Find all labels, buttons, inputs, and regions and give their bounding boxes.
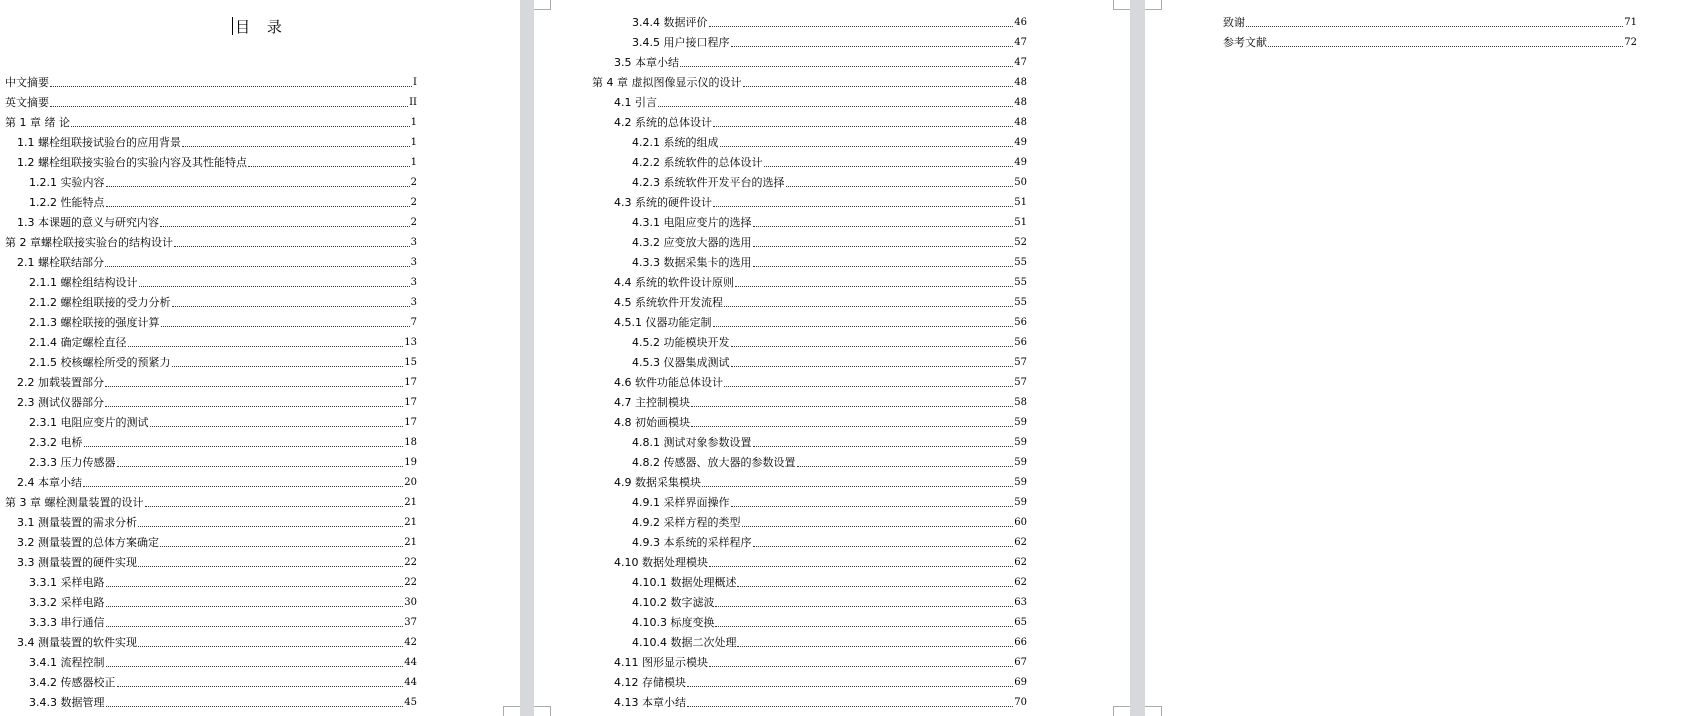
toc-entry-label: 2.3 测试仪器部分	[17, 396, 104, 409]
dot-leader	[160, 226, 410, 227]
toc-entry[interactable]	[614, 50, 1027, 70]
toc-entry[interactable]	[17, 510, 417, 530]
dot-leader	[742, 526, 1014, 527]
toc-entry-label: 2.1.5 校核螺栓所受的预紧力	[29, 356, 171, 369]
toc-entry-label: 1.3 本课题的意义与研究内容	[17, 216, 159, 229]
toc-entry-page-number: 52	[1014, 237, 1027, 248]
toc-entry-page-number: 3	[410, 297, 417, 308]
toc-entry-label: 3.3.3 串行通信	[29, 616, 105, 629]
toc-entry-page-number: 20	[404, 477, 417, 488]
toc-entry-label: 英文摘要	[5, 96, 49, 109]
toc-entry-page-number: 62	[1014, 557, 1027, 568]
toc-entry[interactable]	[614, 110, 1027, 130]
dot-leader	[658, 106, 1013, 107]
toc-entry-label: 3.4.2 传感器校正	[29, 676, 116, 689]
toc-entry[interactable]	[29, 610, 417, 630]
toc-entry[interactable]	[29, 410, 417, 430]
toc-entry-label: 第 4 章 虚拟图像显示仪的设计	[592, 76, 742, 89]
toc-entry-page-number: 59	[1014, 497, 1027, 508]
toc-entry[interactable]	[632, 490, 1027, 510]
dot-leader	[680, 66, 1013, 67]
toc-entry-page-number: 2	[410, 197, 417, 208]
dot-leader	[731, 46, 1014, 47]
dot-leader	[145, 506, 404, 507]
toc-entry-page-number: 21	[404, 497, 417, 508]
toc-entry-page-number: 62	[1014, 537, 1027, 548]
toc-entry-page-number: 1	[410, 157, 417, 168]
toc-entry[interactable]	[29, 670, 417, 690]
toc-entry[interactable]	[632, 350, 1027, 370]
toc-entry-page-number: 42	[404, 637, 417, 648]
toc-entry-page-number: 44	[404, 657, 417, 668]
toc-entry-label: 1.2.1 实验内容	[29, 176, 105, 189]
toc-entry-page-number: 17	[404, 417, 417, 428]
crop-mark-bottom-left	[1145, 706, 1162, 716]
toc-entry[interactable]	[632, 170, 1027, 190]
toc-entry[interactable]	[614, 550, 1027, 570]
toc-entry[interactable]	[632, 570, 1027, 590]
toc-entry-page-number: 1	[410, 137, 417, 148]
dot-leader	[106, 206, 410, 207]
toc-entry-page-number: 7	[410, 317, 417, 328]
toc-entry-label: 4.6 软件功能总体设计	[614, 376, 723, 389]
toc-entry-label: 3.1 测量装置的需求分析	[17, 516, 137, 529]
dot-leader	[106, 586, 404, 587]
dot-leader	[161, 326, 410, 327]
toc-entry-page-number: 22	[404, 577, 417, 588]
dot-leader	[1268, 46, 1623, 47]
toc-entry[interactable]	[632, 450, 1027, 470]
dot-leader	[105, 386, 403, 387]
toc-entry[interactable]	[614, 370, 1027, 390]
toc-entry[interactable]	[1223, 30, 1637, 50]
dot-leader	[106, 666, 404, 667]
toc-entry-label: 4.2.2 系统软件的总体设计	[632, 156, 763, 169]
crop-mark-top-right	[1113, 0, 1130, 10]
toc-entry-page-number: 56	[1014, 317, 1027, 328]
toc-entry[interactable]	[1223, 10, 1637, 30]
toc-entry[interactable]	[632, 510, 1027, 530]
toc-entry[interactable]	[632, 430, 1027, 450]
toc-entry-label: 4.2 系统的总体设计	[614, 116, 712, 129]
toc-entry-label: 4.2.3 系统软件开发平台的选择	[632, 176, 785, 189]
toc-entry-page-number: 51	[1014, 197, 1027, 208]
toc-entry-label: 4.7 主控制模块	[614, 396, 690, 409]
crop-mark-bottom-left	[534, 706, 551, 716]
toc-entry-page-number: 66	[1014, 637, 1027, 648]
toc-entry-page-number: 69	[1014, 677, 1027, 688]
toc-entry[interactable]	[5, 90, 417, 110]
dot-leader	[691, 406, 1013, 407]
toc-entry-label: 1.2.2 性能特点	[29, 196, 105, 209]
toc-entry[interactable]	[17, 390, 417, 410]
toc-entry[interactable]	[5, 110, 417, 130]
toc-entry[interactable]	[614, 690, 1027, 710]
toc-entry-label: 4.13 本章小结	[614, 696, 686, 709]
toc-entry-page-number: 3	[410, 237, 417, 248]
toc-entry[interactable]	[614, 190, 1027, 210]
dot-leader	[106, 626, 404, 627]
toc-entry[interactable]	[614, 270, 1027, 290]
toc-entry-page-number: 48	[1014, 77, 1027, 88]
toc-entry[interactable]	[632, 30, 1027, 50]
dot-leader	[138, 526, 403, 527]
toc-entry[interactable]	[614, 310, 1027, 330]
toc-entry-page-number: 59	[1014, 437, 1027, 448]
toc-entry-page-number: 55	[1014, 257, 1027, 268]
toc-entry-page-number: 70	[1014, 697, 1027, 708]
toc-entry-label: 第 1 章 绪 论	[5, 116, 70, 129]
crop-mark-top-left	[1145, 0, 1162, 10]
toc-entry-label: 4.3.3 数据采集卡的选用	[632, 256, 752, 269]
toc-entry[interactable]	[29, 430, 417, 450]
dot-leader	[764, 166, 1014, 167]
dot-leader	[709, 566, 1013, 567]
dot-leader	[106, 606, 404, 607]
toc-entry[interactable]	[5, 490, 417, 510]
toc-entry[interactable]	[632, 590, 1027, 610]
dot-leader	[1246, 26, 1623, 27]
toc-entry-page-number: 21	[404, 537, 417, 548]
toc-entry-label: 3.4.4 数据评价	[632, 16, 708, 29]
toc-entry-label: 3.4.3 数据管理	[29, 696, 105, 709]
toc-entry[interactable]	[592, 70, 1027, 90]
dot-leader	[138, 646, 403, 647]
dot-leader	[715, 606, 1013, 607]
toc-entry[interactable]	[632, 610, 1027, 630]
dot-leader	[702, 486, 1013, 487]
toc-entry-label: 4.12 存储模块	[614, 676, 686, 689]
toc-entry-page-number: 19	[404, 457, 417, 468]
toc-entry-page-number: 51	[1014, 217, 1027, 228]
toc-entry[interactable]	[29, 330, 417, 350]
dot-leader	[117, 466, 404, 467]
toc-entry-label: 第 2 章螺栓联接实验台的结构设计	[5, 236, 173, 249]
toc-entry-page-number: 21	[404, 517, 417, 528]
toc-entry-label: 2.3.1 电阻应变片的测试	[29, 416, 149, 429]
dot-leader	[753, 226, 1014, 227]
toc-entry-page-number: 72	[1624, 37, 1637, 48]
toc-entry-page-number: 50	[1014, 177, 1027, 188]
toc-entry-page-number: 2	[410, 217, 417, 228]
toc-entry[interactable]	[632, 250, 1027, 270]
toc-entry[interactable]	[632, 230, 1027, 250]
text-cursor	[232, 17, 233, 35]
toc-entry-page-number: 59	[1014, 457, 1027, 468]
toc-entry-label: 第 3 章 螺栓测量装置的设计	[5, 496, 144, 509]
toc-entry-page-number: 30	[404, 597, 417, 608]
toc-entry[interactable]	[614, 390, 1027, 410]
dot-leader	[737, 646, 1013, 647]
dot-leader	[709, 666, 1013, 667]
toc-entry-label: 1.2 螺栓组联接实验台的实验内容及其性能特点	[17, 156, 247, 169]
dot-leader	[83, 486, 403, 487]
dot-leader	[105, 406, 403, 407]
crop-mark-top-left	[534, 0, 551, 10]
toc-entry[interactable]	[632, 330, 1027, 350]
toc-entry-label: 1.1 螺栓组联接试验台的应用背景	[17, 136, 181, 149]
toc-entry-label: 2.3.2 电桥	[29, 436, 83, 449]
toc-entry[interactable]	[614, 90, 1027, 110]
toc-entry-label: 2.1.4 确定螺栓直径	[29, 336, 127, 349]
toc-entry-label: 3.4.1 流程控制	[29, 656, 105, 669]
dot-leader	[753, 446, 1014, 447]
toc-entry[interactable]	[29, 450, 417, 470]
toc-entry-page-number: 13	[404, 337, 417, 348]
toc-entry-page-number: 2	[410, 177, 417, 188]
toc-entry-page-number: 55	[1014, 297, 1027, 308]
toc-entry-label: 2.3.3 压力传感器	[29, 456, 116, 469]
dot-leader	[724, 306, 1013, 307]
toc-entry-page-number: 47	[1014, 37, 1027, 48]
toc-entry[interactable]	[614, 470, 1027, 490]
toc-entry-label: 4.10.4 数据二次处理	[632, 636, 737, 649]
toc-entry[interactable]	[614, 410, 1027, 430]
toc-entry[interactable]	[29, 590, 417, 610]
toc-entry-label: 4.5.3 仪器集成测试	[632, 356, 730, 369]
toc-entry[interactable]	[17, 550, 417, 570]
dot-leader	[786, 186, 1014, 187]
toc-entry-label: 致谢	[1223, 16, 1245, 29]
toc-entry-label: 2.1.3 螺栓联接的强度计算	[29, 316, 160, 329]
toc-entry-page-number: 56	[1014, 337, 1027, 348]
toc-entry[interactable]	[5, 70, 417, 90]
dot-leader	[248, 166, 410, 167]
toc-entry-label: 4.9.2 采样方程的类型	[632, 516, 741, 529]
dot-leader	[172, 306, 410, 307]
toc-entry[interactable]	[17, 150, 417, 170]
dot-leader	[182, 146, 410, 147]
crop-mark-bottom-right	[503, 706, 520, 716]
toc-entry-label: 4.11 图形显示模块	[614, 656, 708, 669]
dot-leader	[687, 686, 1013, 687]
dot-leader	[753, 266, 1014, 267]
dot-leader	[713, 326, 1014, 327]
toc-entry[interactable]	[632, 530, 1027, 550]
toc-entry-page-number: 45	[404, 697, 417, 708]
toc-entry-page-number: 49	[1014, 137, 1027, 148]
document-page-3[interactable]	[1145, 0, 1683, 716]
toc-entry-page-number: 65	[1014, 617, 1027, 628]
toc-entry-page-number: 57	[1014, 377, 1027, 388]
toc-entry-page-number: 17	[404, 397, 417, 408]
toc-entry[interactable]	[17, 470, 417, 490]
dot-leader	[713, 126, 1013, 127]
toc-entry-page-number: 44	[404, 677, 417, 688]
crop-mark-bottom-right	[1113, 706, 1130, 716]
dot-leader	[724, 386, 1013, 387]
toc-entry-label: 3.3.1 采样电路	[29, 576, 105, 589]
toc-entry-label: 2.1.1 螺栓组结构设计	[29, 276, 138, 289]
dot-leader	[735, 286, 1013, 287]
toc-entry-page-number: 48	[1014, 97, 1027, 108]
toc-entry[interactable]	[29, 570, 417, 590]
toc-entry-label: 4.1 引言	[614, 96, 657, 109]
toc-entry-label: 2.4 本章小结	[17, 476, 82, 489]
dot-leader	[139, 286, 410, 287]
toc-entry-page-number: 58	[1014, 397, 1027, 408]
toc-entry-page-number: 59	[1014, 417, 1027, 428]
toc-entry-label: 3.3 测量装置的硬件实现	[17, 556, 137, 569]
toc-entry-label: 4.9.3 本系统的采样程序	[632, 536, 752, 549]
toc-entry-page-number: 62	[1014, 577, 1027, 588]
toc-entry[interactable]	[29, 650, 417, 670]
document-page-2[interactable]	[534, 0, 1130, 716]
toc-entry-page-number: 63	[1014, 597, 1027, 608]
dot-leader	[713, 206, 1013, 207]
toc-entry-label: 4.5 系统软件开发流程	[614, 296, 723, 309]
toc-entry-label: 4.3.1 电阻应变片的选择	[632, 216, 752, 229]
toc-entry[interactable]	[29, 270, 417, 290]
toc-entry-page-number: 67	[1014, 657, 1027, 668]
toc-entry-page-number: 3	[410, 257, 417, 268]
dot-leader	[743, 86, 1014, 87]
toc-entry-label: 4.8.1 测试对象参数设置	[632, 436, 752, 449]
toc-entry[interactable]	[5, 230, 417, 250]
dot-leader	[138, 566, 403, 567]
toc-entry[interactable]	[614, 670, 1027, 690]
toc-entry-page-number: II	[409, 97, 417, 108]
toc-entry[interactable]	[614, 290, 1027, 310]
toc-entry-label: 3.3.2 采样电路	[29, 596, 105, 609]
toc-entry-label: 3.4.5 用户接口程序	[632, 36, 730, 49]
toc-entry[interactable]	[29, 350, 417, 370]
dot-leader	[160, 546, 403, 547]
toc-entry-label: 参考文献	[1223, 36, 1267, 49]
toc-entry-page-number: 59	[1014, 477, 1027, 488]
toc-entry-page-number: 15	[404, 357, 417, 368]
dot-leader	[117, 686, 404, 687]
toc-entry-label: 4.8.2 传感器、放大器的参数设置	[632, 456, 796, 469]
dot-leader	[50, 106, 408, 107]
dot-leader	[720, 146, 1014, 147]
toc-entry-page-number: 37	[404, 617, 417, 628]
toc-entry-label: 3.5 本章小结	[614, 56, 679, 69]
toc-entry-label: 3.2 测量装置的总体方案确定	[17, 536, 159, 549]
toc-entry[interactable]	[632, 10, 1027, 30]
dot-leader	[731, 346, 1014, 347]
toc-entry[interactable]	[632, 150, 1027, 170]
toc-entry[interactable]	[29, 310, 417, 330]
toc-entry-label: 4.10.1 数据处理概述	[632, 576, 737, 589]
dot-leader	[174, 246, 410, 247]
toc-title-text: 目 录	[235, 18, 288, 36]
toc-entry[interactable]	[632, 210, 1027, 230]
dot-leader	[106, 186, 410, 187]
dot-leader	[691, 426, 1013, 427]
toc-entry-label: 4.3.2 应变放大器的选用	[632, 236, 752, 249]
dot-leader	[797, 466, 1014, 467]
toc-entry-page-number: 18	[404, 437, 417, 448]
toc-entry[interactable]	[29, 290, 417, 310]
toc-entry-label: 4.8 初始画模块	[614, 416, 690, 429]
dot-leader	[106, 706, 404, 707]
toc-entry-page-number: 22	[404, 557, 417, 568]
dot-leader	[172, 366, 404, 367]
toc-entry[interactable]	[632, 630, 1027, 650]
toc-entry[interactable]	[17, 630, 417, 650]
toc-entry-label: 4.10.2 数字滤波	[632, 596, 715, 609]
toc-entry-page-number: 46	[1014, 17, 1027, 28]
toc-entry[interactable]	[17, 250, 417, 270]
toc-entry-label: 4.4 系统的软件设计原则	[614, 276, 734, 289]
toc-entry-page-number: 55	[1014, 277, 1027, 288]
dot-leader	[128, 346, 404, 347]
toc-entry-label: 4.10 数据处理模块	[614, 556, 708, 569]
document-page-1[interactable]	[0, 0, 520, 716]
toc-entry-label: 4.3 系统的硬件设计	[614, 196, 712, 209]
dot-leader	[737, 586, 1013, 587]
toc-entry[interactable]	[632, 130, 1027, 150]
toc-entry-page-number: 17	[404, 377, 417, 388]
dot-leader	[715, 626, 1013, 627]
toc-title	[0, 16, 520, 37]
toc-entry-page-number: 60	[1014, 517, 1027, 528]
toc-entry-label: 4.5.2 功能模块开发	[632, 336, 730, 349]
toc-entry-page-number: 47	[1014, 57, 1027, 68]
toc-entry-label: 2.2 加载装置部分	[17, 376, 104, 389]
toc-entry-page-number: 48	[1014, 117, 1027, 128]
toc-entry[interactable]	[17, 530, 417, 550]
dot-leader	[709, 26, 1014, 27]
toc-entry-label: 4.9 数据采集模块	[614, 476, 701, 489]
dot-leader	[84, 446, 404, 447]
toc-entry-page-number: 1	[410, 117, 417, 128]
dot-leader	[753, 246, 1014, 247]
toc-entry-label: 中文摘要	[5, 76, 49, 89]
dot-leader	[731, 506, 1014, 507]
toc-entry-label: 3.4 测量装置的软件实现	[17, 636, 137, 649]
toc-entry-label: 4.2.1 系统的组成	[632, 136, 719, 149]
toc-entry-label: 4.5.1 仪器功能定制	[614, 316, 712, 329]
toc-entry[interactable]	[614, 650, 1027, 670]
dot-leader	[753, 546, 1014, 547]
toc-entry[interactable]	[29, 690, 417, 710]
toc-entry-page-number: 57	[1014, 357, 1027, 368]
toc-entry-label: 2.1 螺栓联结部分	[17, 256, 104, 269]
toc-entry[interactable]	[17, 370, 417, 390]
dot-leader	[687, 706, 1013, 707]
dot-leader	[150, 426, 404, 427]
dot-leader	[731, 366, 1014, 367]
toc-entry-page-number: 49	[1014, 157, 1027, 168]
toc-entry-label: 2.1.2 螺栓组联接的受力分析	[29, 296, 171, 309]
toc-entry[interactable]	[17, 130, 417, 150]
toc-entry-label: 4.9.1 采样界面操作	[632, 496, 730, 509]
toc-entry[interactable]	[29, 190, 417, 210]
toc-entry[interactable]	[29, 170, 417, 190]
dot-leader	[50, 86, 412, 87]
toc-entry-page-number: I	[413, 77, 417, 88]
toc-entry[interactable]	[17, 210, 417, 230]
toc-entry-label: 4.10.3 标度变换	[632, 616, 715, 629]
dot-leader	[105, 266, 410, 267]
dot-leader	[71, 126, 410, 127]
toc-entry-page-number: 3	[410, 277, 417, 288]
toc-entry-page-number: 71	[1624, 17, 1637, 28]
